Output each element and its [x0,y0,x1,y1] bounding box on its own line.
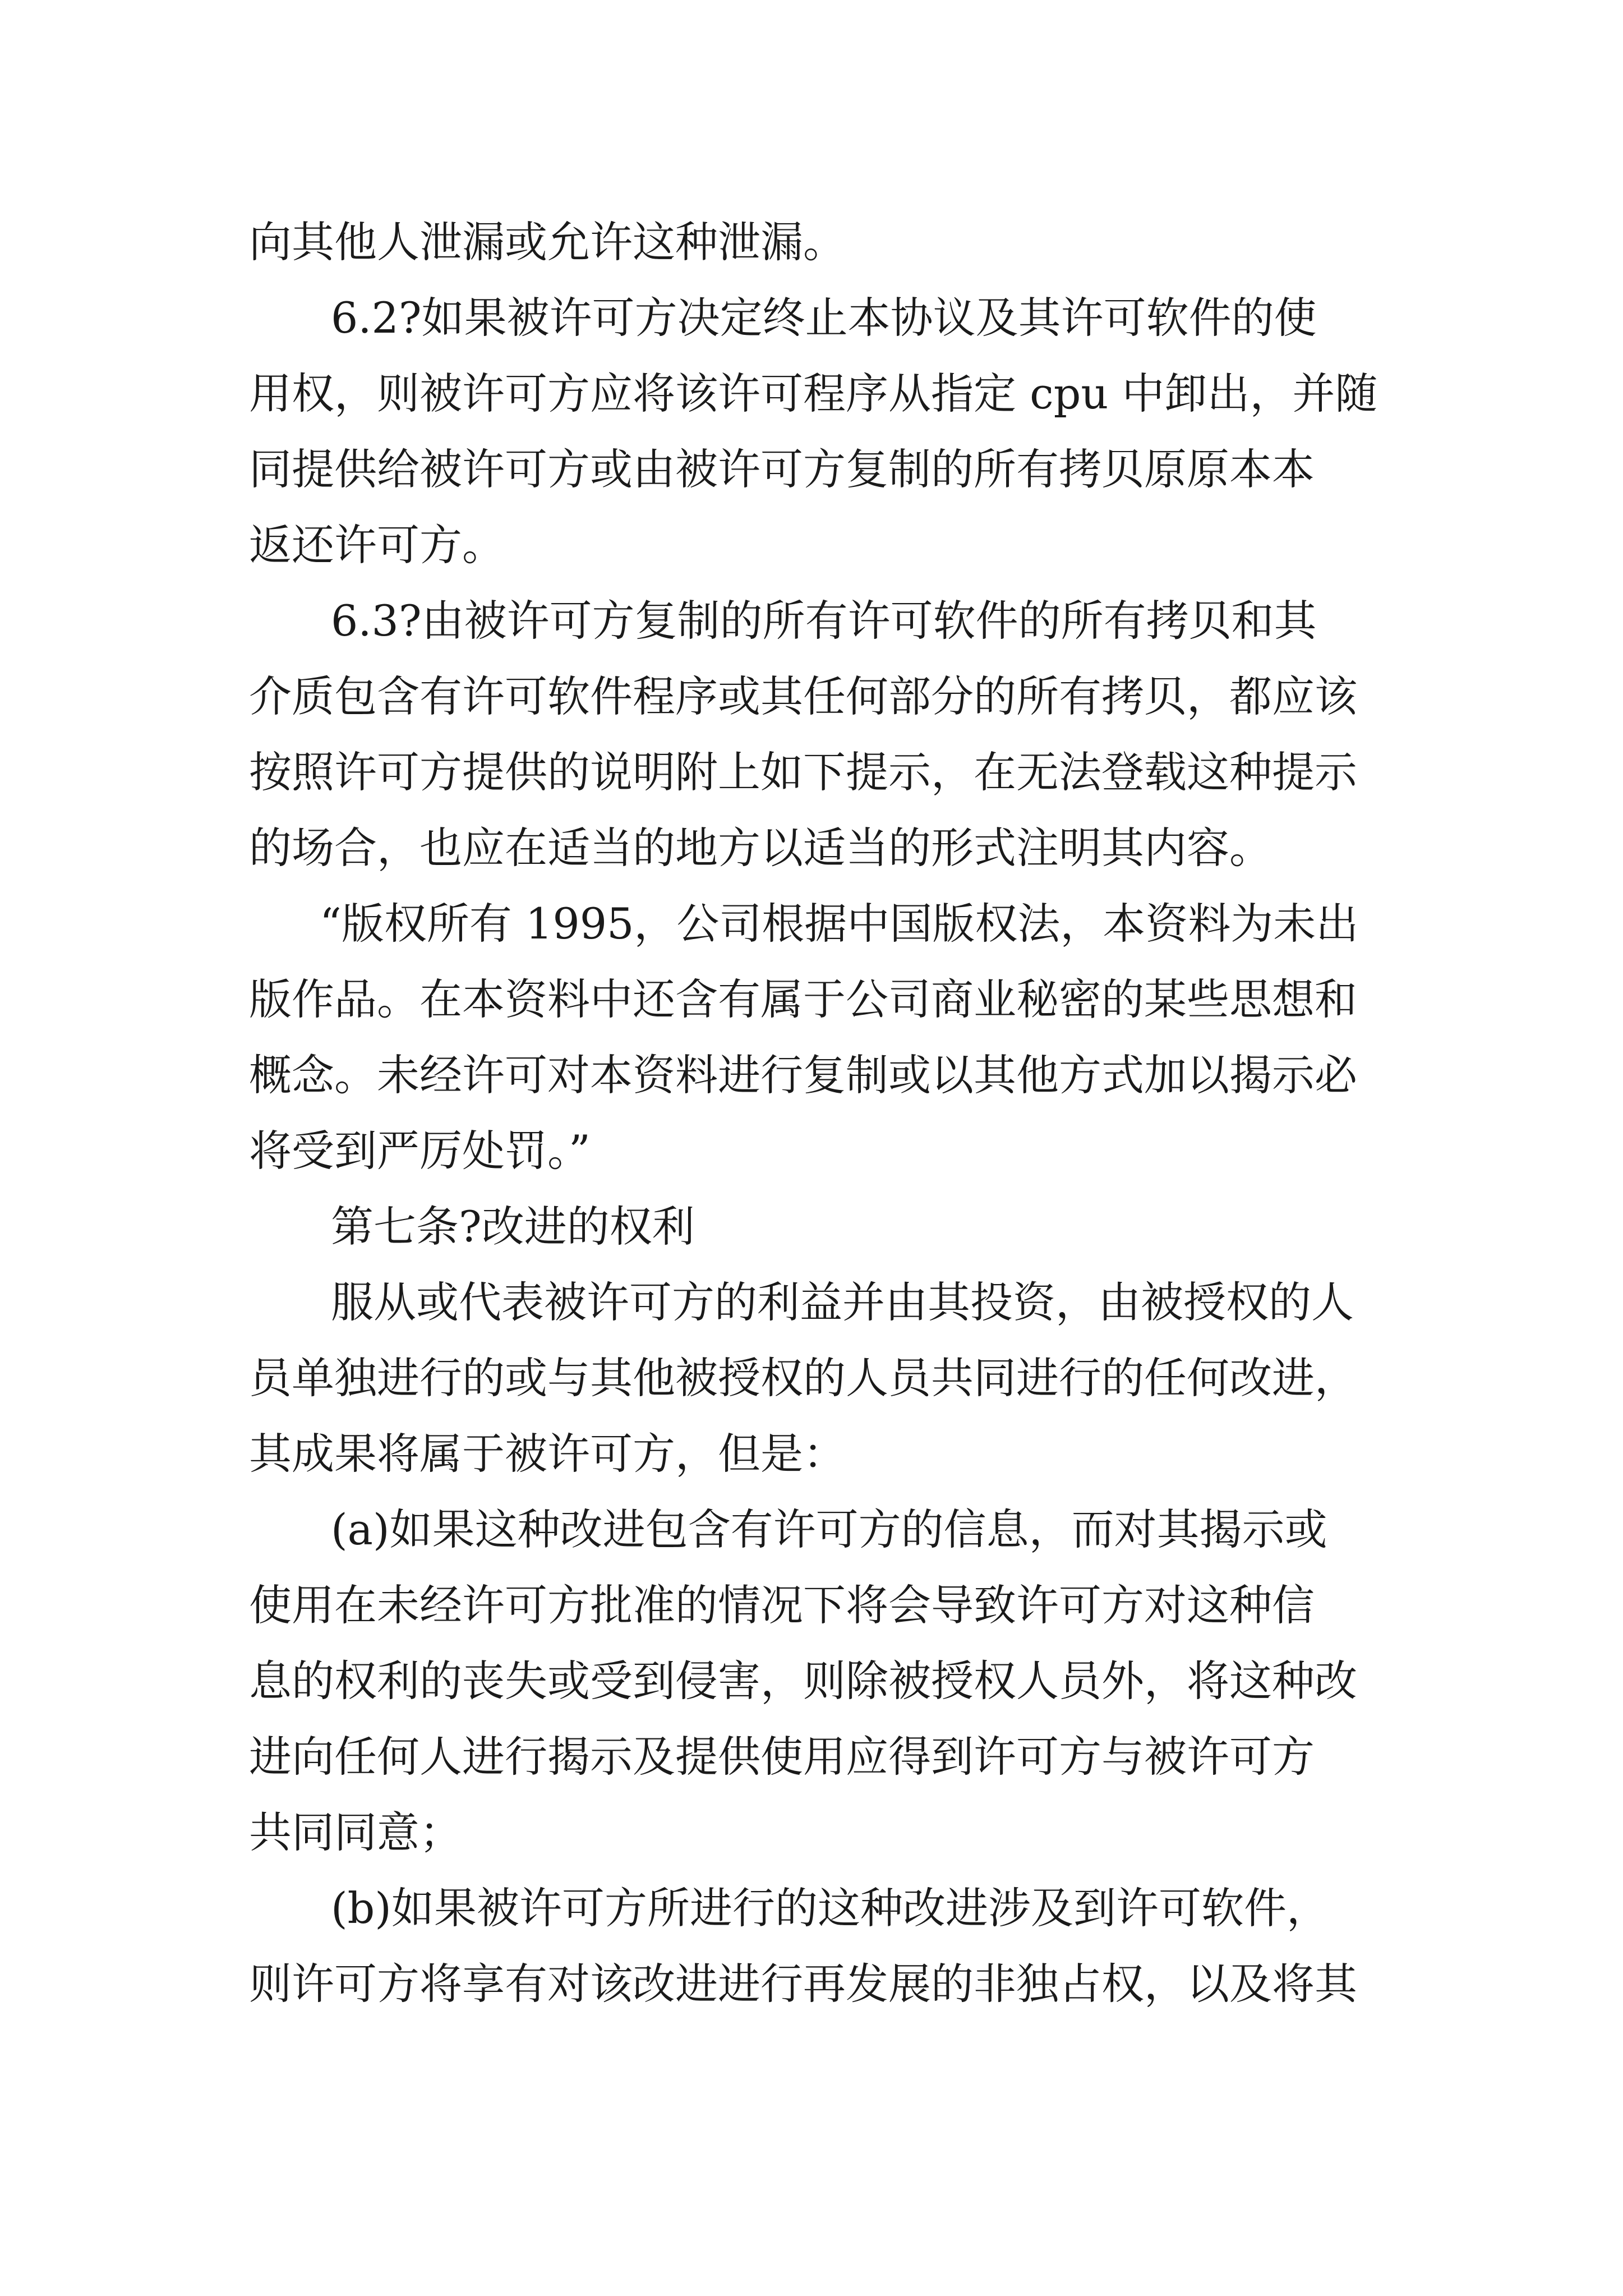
text-line: 使用在未经许可方批准的情况下将会导致许可方对这种信 [249,1580,1315,1630]
text-line: 用权，则被许可方应将该许可程序从指定 cpu 中卸出，并随 [249,369,1378,418]
text-line: 服从或代表被许可方的利益并由其投资，由被授权的人 [331,1277,1354,1327]
text-line: 员单独进行的或与其他被授权的人员共同进行的任何改进， [249,1353,1357,1403]
text-line: “版权所有 1995，公司根据中国版权法，本资料为未出 [320,899,1359,949]
text-line: 返还许可方。 [249,520,505,570]
text-line: 将受到严厉处罚。” [249,1126,591,1176]
text-line: 共同同意； [249,1807,462,1857]
text-line: 按照许可方提供的说明附上如下提示，在无法登载这种提示 [249,747,1357,797]
text-line: 息的权利的丧失或受到侵害，则除被授权人员外，将这种改 [249,1656,1357,1706]
text-line: 进向任何人进行揭示及提供使用应得到许可方与被许可方 [249,1732,1315,1782]
text-line: 版作品。在本资料中还含有属于公司商业秘密的某些思想和 [249,974,1357,1024]
text-line: (a)如果这种改进包含有许可方的信息，而对其揭示或 [331,1504,1327,1554]
text-line: 6.2?如果被许可方决定终止本协议及其许可软件的使 [331,293,1317,343]
text-line: 则许可方将享有对该改进进行再发展的非独占权，以及将其 [249,1959,1357,2009]
text-line: 其成果将属于被许可方，但是： [249,1429,846,1479]
text-line: 同提供给被许可方或由被许可方复制的所有拷贝原原本本 [249,444,1315,494]
text-line: (b)如果被许可方所进行的这种改进涉及到许可软件， [331,1883,1329,1933]
text-line: 向其他人泄漏或允许这种泄漏。 [249,217,846,267]
text-line: 概念。未经许可对本资料进行复制或以其他方式加以揭示必 [249,1050,1357,1100]
text-line: 介质包含有许可软件程序或其任何部分的所有拷贝，都应该 [249,671,1357,721]
text-line: 6.3?由被许可方复制的所有许可软件的所有拷贝和其 [331,596,1317,646]
text-line: 的场合，也应在适当的地方以适当的形式注明其内容。 [249,823,1272,873]
section-heading: 第七条?改进的权利 [331,1202,695,1251]
